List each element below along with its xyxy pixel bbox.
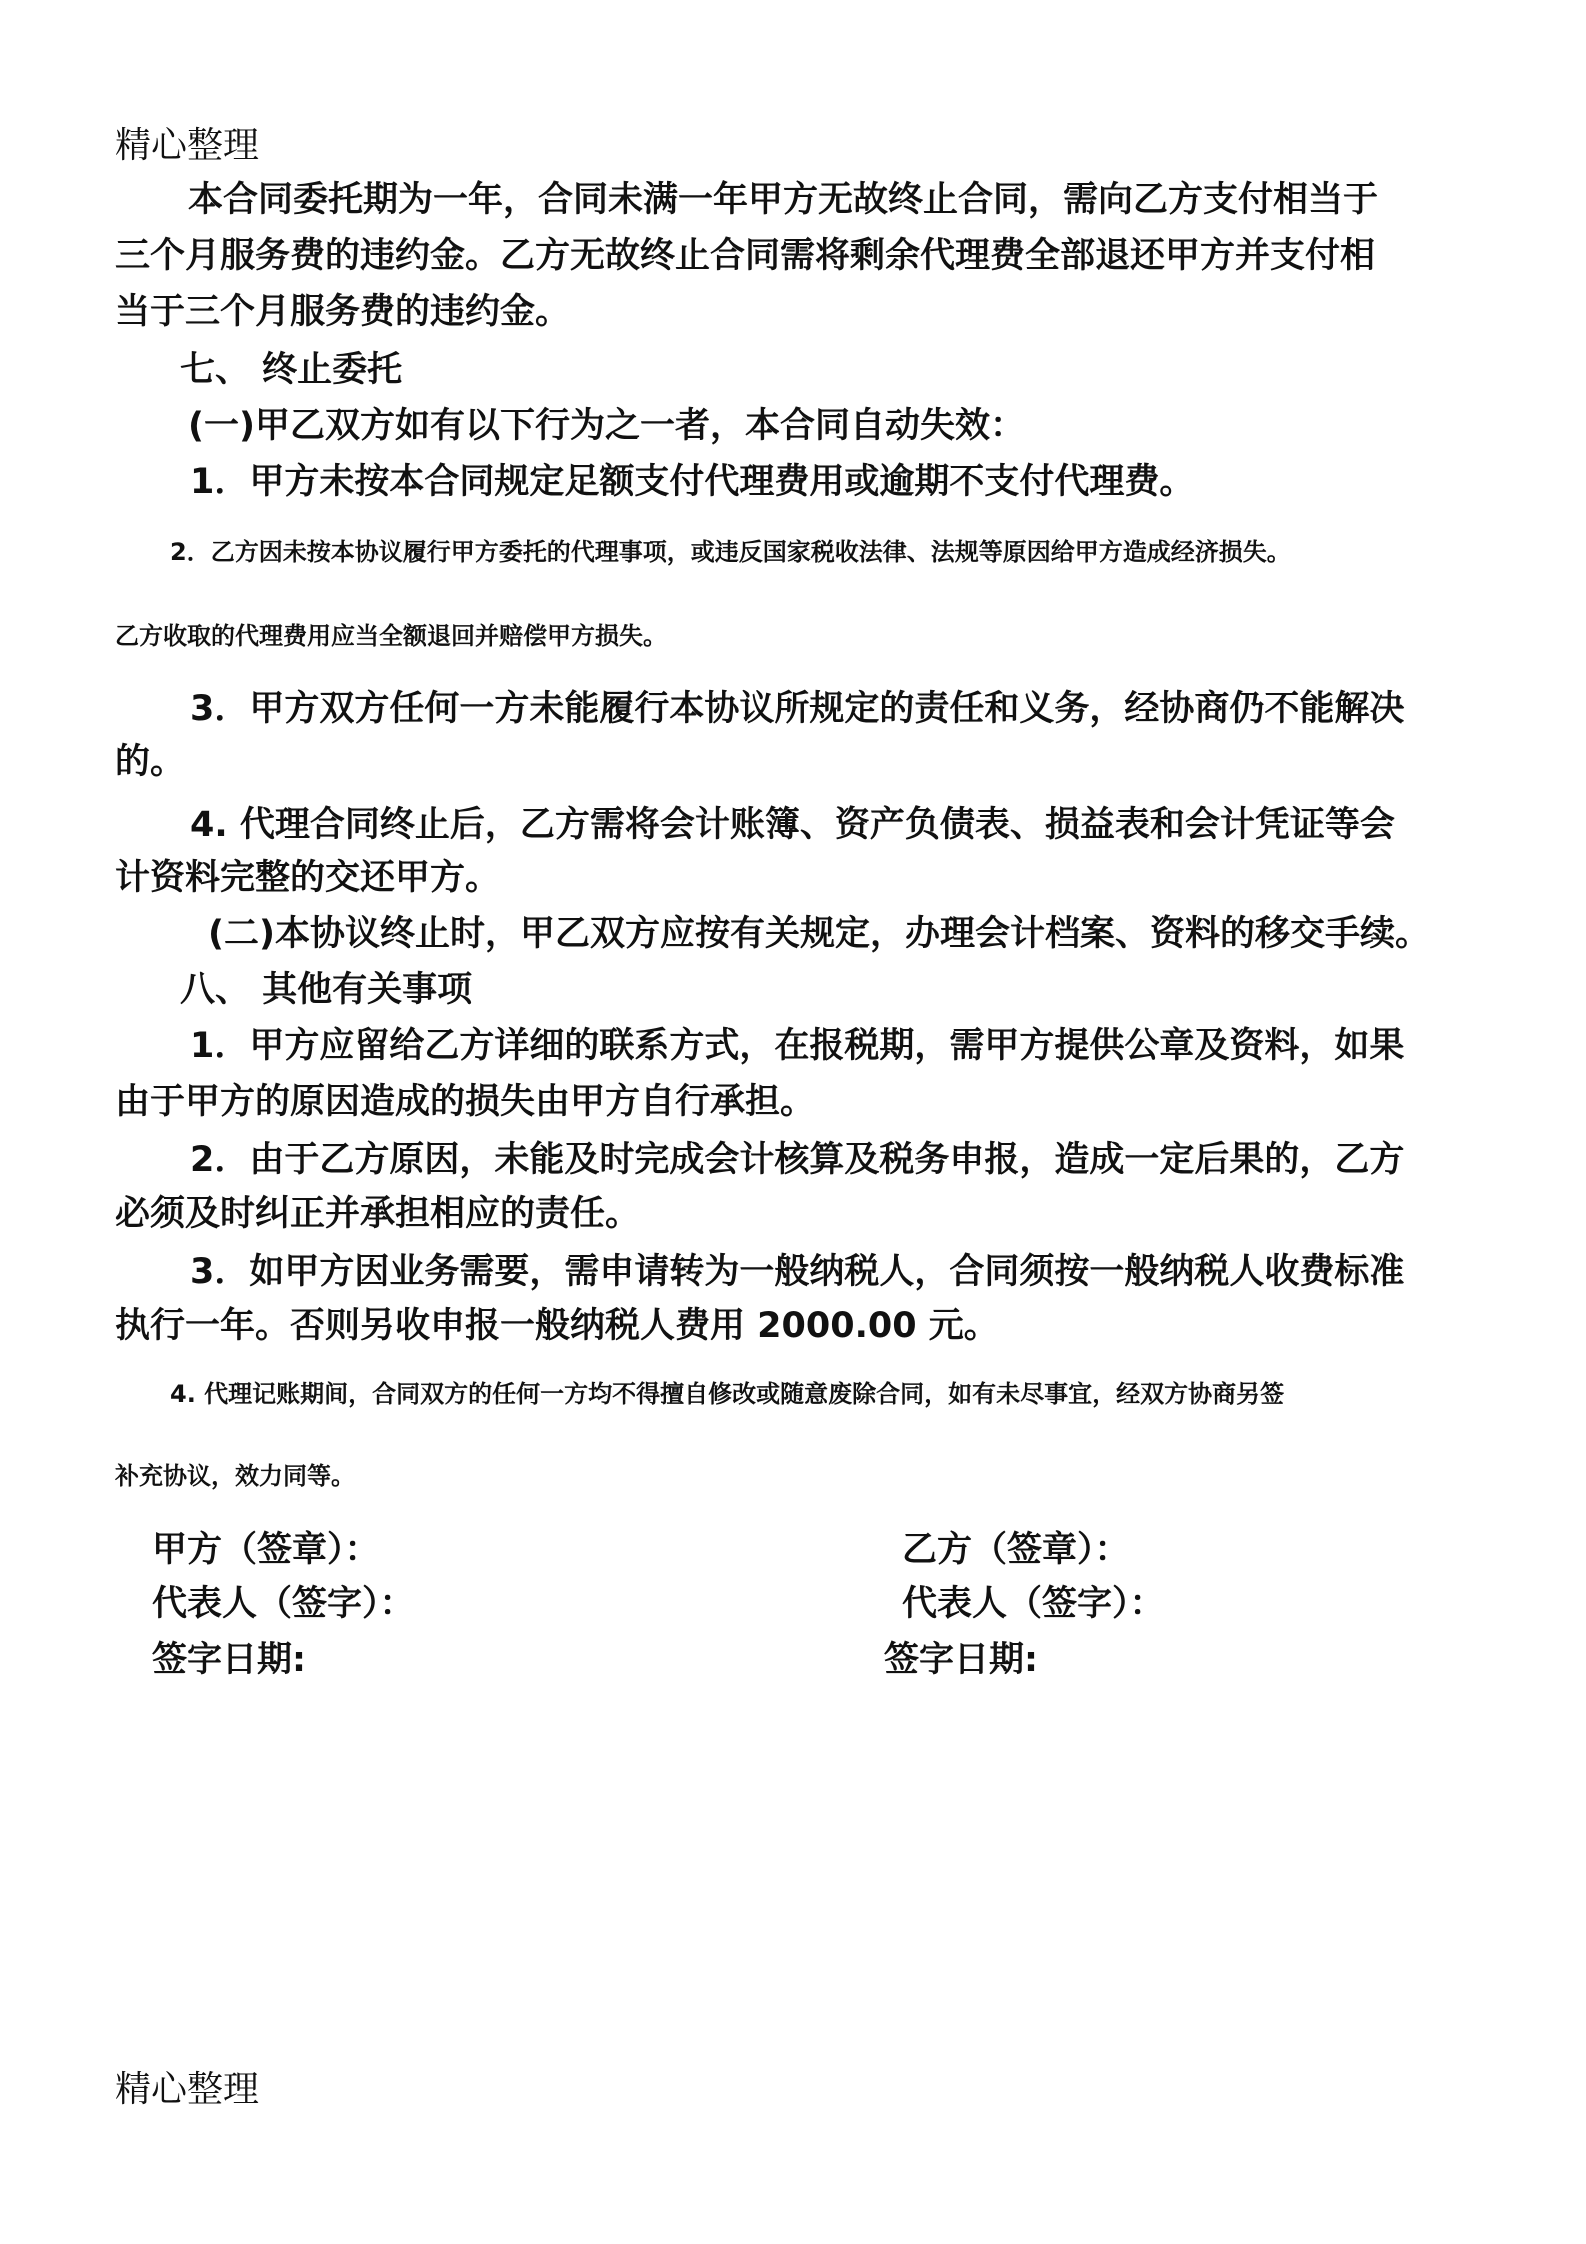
paragraph-line: 2．乙方因未按本协议履行甲方委托的代理事项，或违反国家税收法律、法规等原因给甲方造成经济损失。 bbox=[170, 538, 1291, 566]
paragraph-line: (一)甲乙双方如有以下行为之一者，本合同自动失效： bbox=[188, 406, 1025, 446]
paragraph-line: 补充协议，效力同等。 bbox=[115, 1462, 355, 1490]
paragraph-line: 1．甲方应留给乙方详细的联系方式，在报税期，需甲方提供公章及资料，如果 bbox=[190, 1026, 1405, 1066]
paragraph-line: 2．由于乙方原因，未能及时完成会计核算及税务申报，造成一定后果的，乙方 bbox=[190, 1140, 1405, 1180]
paragraph-line: 由于甲方的原因造成的损失由甲方自行承担。 bbox=[115, 1082, 816, 1122]
section-heading-7: 七、 终止委托 bbox=[180, 350, 403, 390]
party-a-representative-label: 代表人（签字）： bbox=[152, 1584, 415, 1624]
paragraph-line: 4. 代理合同终止后，乙方需将会计账簿、资产负债表、损益表和会计凭证等会 bbox=[190, 805, 1395, 845]
paragraph-line: (二)本协议终止时，甲乙双方应按有关规定，办理会计档案、资料的移交手续。 bbox=[208, 914, 1430, 954]
party-b-seal-label: 乙方（签章）： bbox=[902, 1530, 1130, 1570]
paragraph-line: 的。 bbox=[115, 742, 186, 782]
party-b-representative-label: 代表人（签字）： bbox=[902, 1584, 1165, 1624]
section-heading-8: 八、 其他有关事项 bbox=[180, 970, 473, 1010]
paragraph-line: 计资料完整的交还甲方。 bbox=[115, 858, 501, 898]
paragraph-line: 3．如甲方因业务需要，需申请转为一般纳税人，合同须按一般纳税人收费标准 bbox=[190, 1252, 1405, 1292]
party-a-date-label: 签字日期: bbox=[152, 1640, 306, 1680]
party-b-date-label: 签字日期: bbox=[884, 1640, 1038, 1680]
page-footer: 精心整理 bbox=[115, 2069, 260, 2110]
page-header: 精心整理 bbox=[115, 125, 260, 166]
paragraph-line: 乙方收取的代理费用应当全额退回并赔偿甲方损失。 bbox=[115, 622, 667, 650]
paragraph-line: 当于三个月服务费的违约金。 bbox=[115, 292, 571, 332]
paragraph-line: 本合同委托期为一年，合同未满一年甲方无故终止合同，需向乙方支付相当于 bbox=[188, 180, 1379, 220]
paragraph-line: 三个月服务费的违约金。乙方无故终止合同需将剩余代理费全部退还甲方并支付相 bbox=[115, 236, 1376, 276]
paragraph-line: 必须及时纠正并承担相应的责任。 bbox=[115, 1194, 641, 1234]
paragraph-line: 1．甲方未按本合同规定足额支付代理费用或逾期不支付代理费。 bbox=[190, 462, 1195, 502]
paragraph-line: 4. 代理记账期间，合同双方的任何一方均不得擅自修改或随意废除合同，如有未尽事宜，经双方协商另签 bbox=[170, 1380, 1285, 1408]
paragraph-line: 3．甲方双方任何一方未能履行本协议所规定的责任和义务，经协商仍不能解决 bbox=[190, 689, 1405, 729]
paragraph-line: 执行一年。否则另收申报一般纳税人费用 2000.00 元。 bbox=[115, 1306, 999, 1346]
party-a-seal-label: 甲方（签章）： bbox=[152, 1530, 380, 1570]
